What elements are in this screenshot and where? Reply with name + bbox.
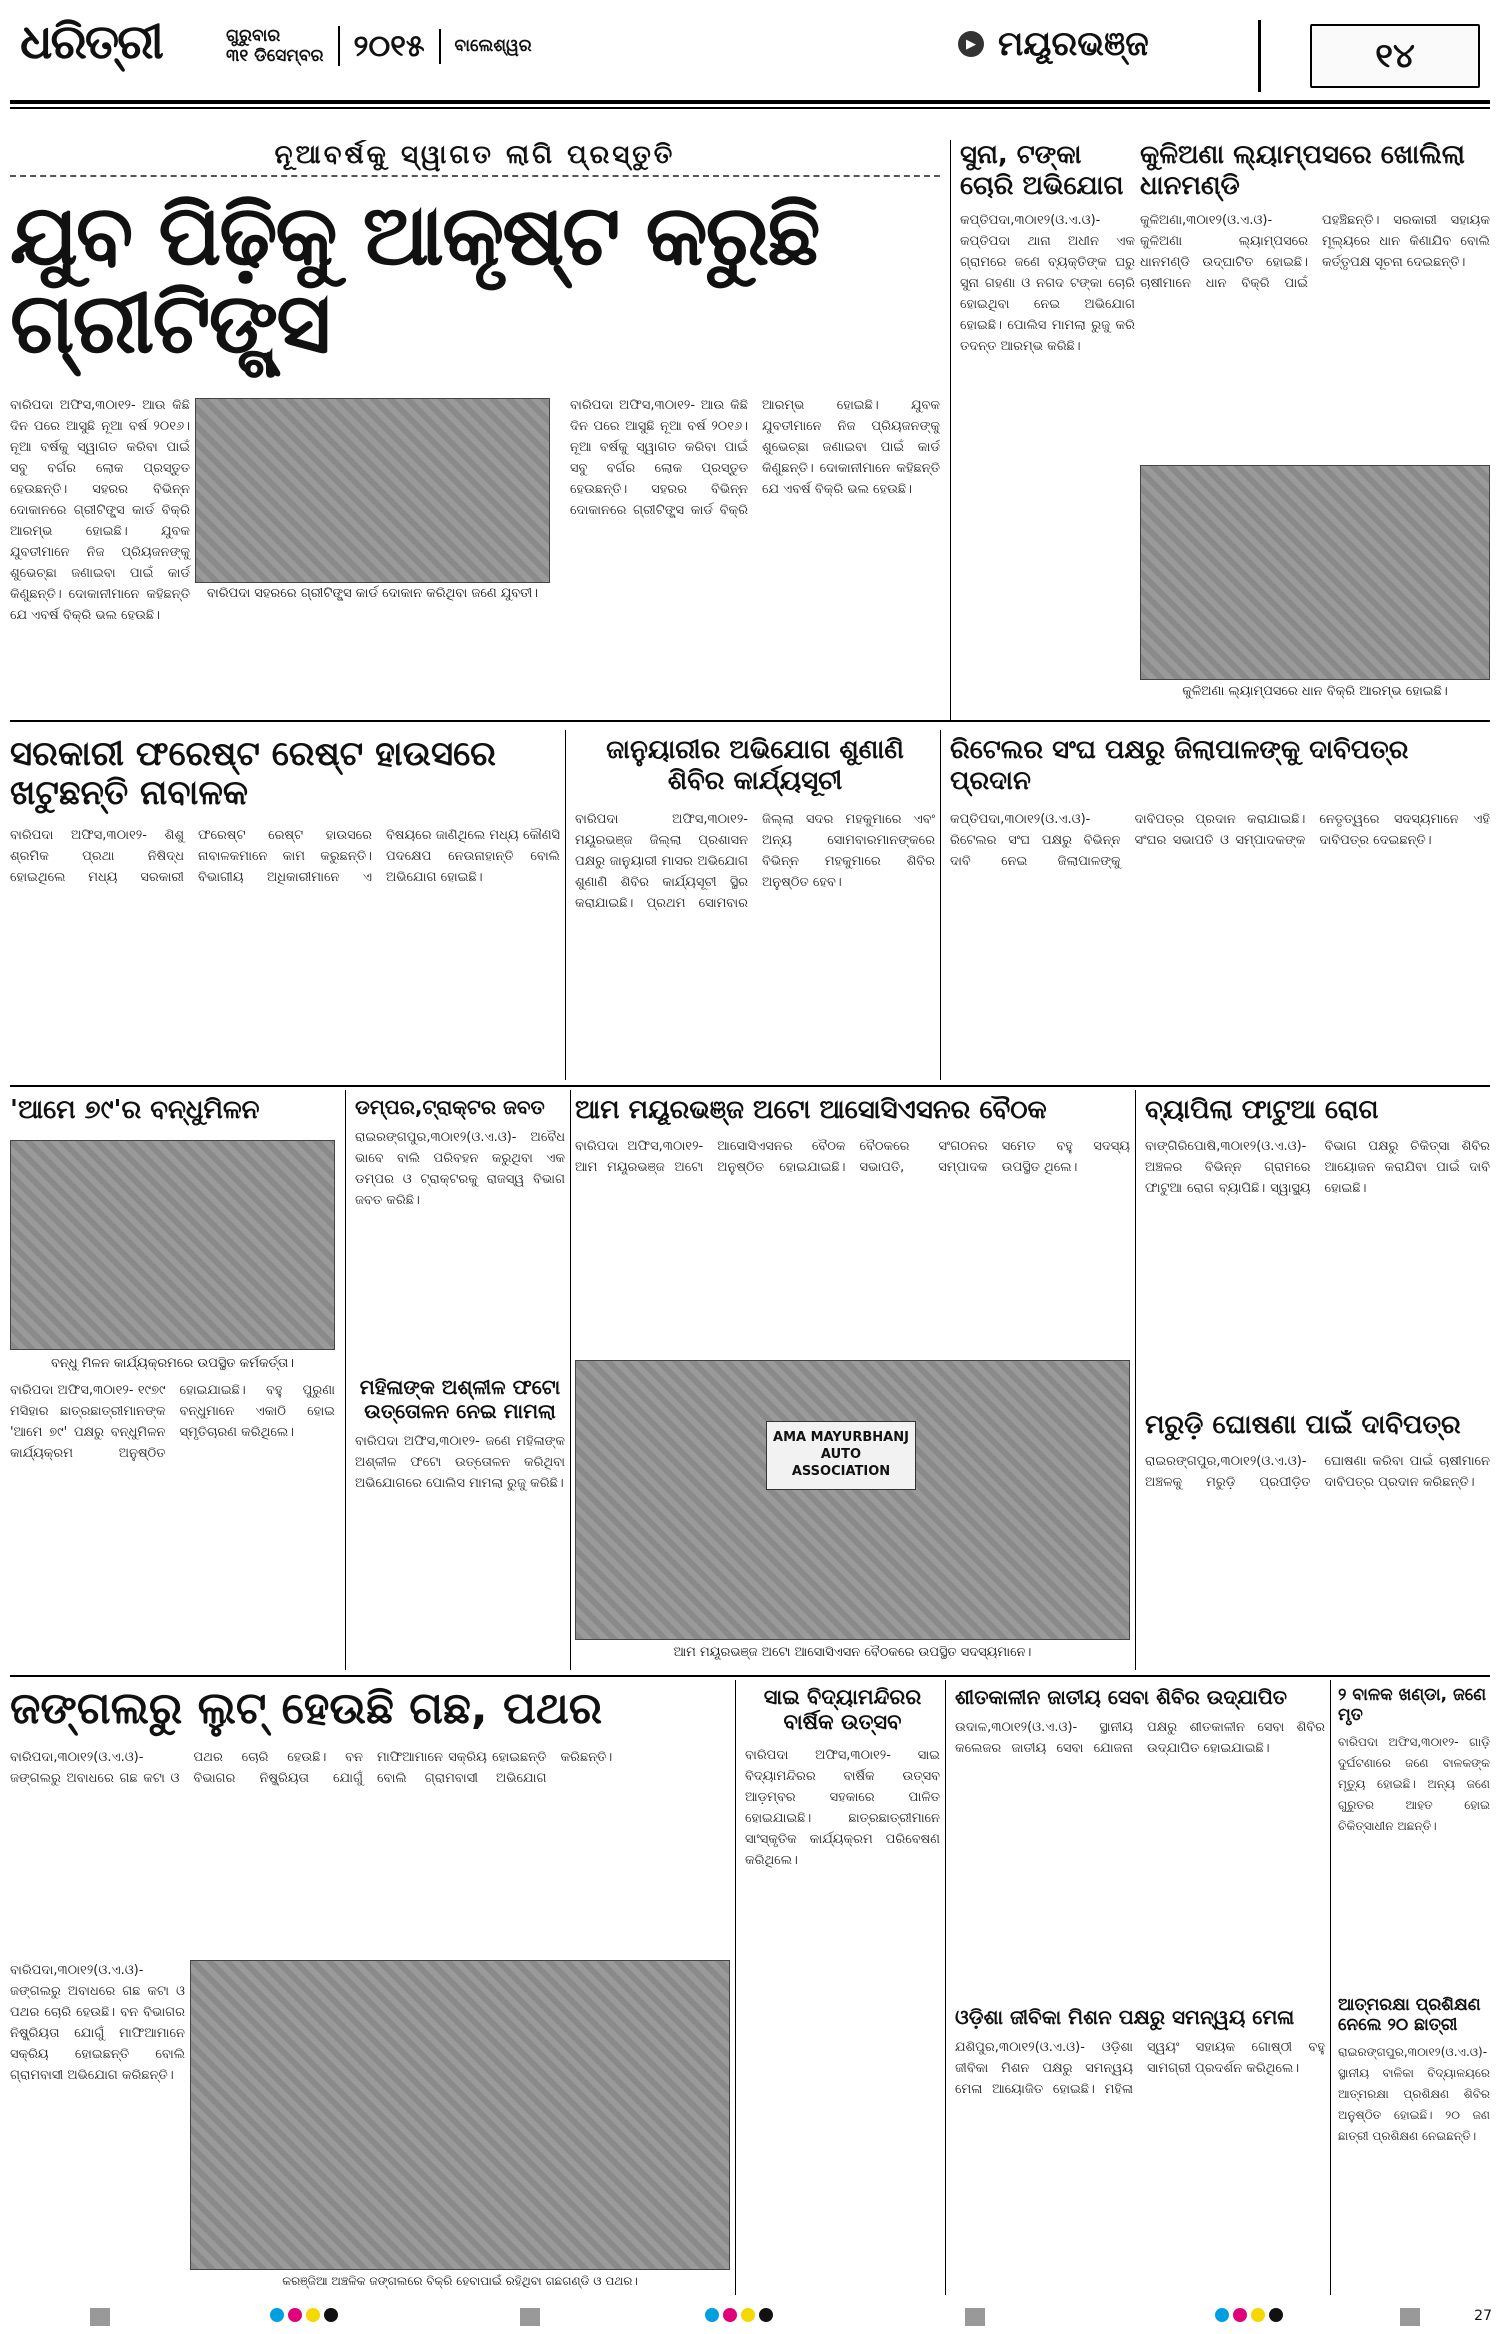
column-divider [565,730,566,1080]
article-headline: ରିଟେଲର ସଂଘ ପକ୍ଷରୁ ଜିଲାପାଳଙ୍କୁ ଦାବିପତ୍ର ପ୍ରଦାନ [950,735,1409,797]
article-headline: ଓଡ଼ିଶା ଜୀବିକା ମିଶନ ପକ୍ଷରୁ ସମନ୍ୱୟ ମେଳା [955,2005,1295,2029]
article-boy-death [1338,1685,1490,1985]
article-body: ବାରିପଦା ଅଫିସ,୩୦ା୧୨- ଗାଡ଼ି ଦୁର୍ଘଟଣାରେ ଜଣେ ବାଳକଙ୍କ ମୃତ୍ୟୁ ହୋଇଛି। ଅନ୍ୟ ଜଣେ ଗୁରୁତର ଆହତ ହୋଇ ଚିକିତ୍ସାଧୀନ ଅଛନ୍ତି। [1338,1734,1490,1833]
section-rule [10,1675,1490,1677]
article-drought-demand [1145,1410,1490,1665]
article-body: ବାରିପଦା ଅଫିସ,୩୦ା୧୨- ସାଇ ବିଦ୍ୟାମନ୍ଦିରର ବାର୍ଷିକ ଉତ୍ସବ ଆଡ଼ମ୍ବର ସହକାରେ ପାଳିତ ହୋଇଯାଇଛି। ଛାତ୍ରଛାତ୍ରୀମାନେ ସାଂସ୍କୃତିକ କାର୍ଯ୍ୟକ୍ରମ ପରିବେଷଣ କରିଥିଲେ। [745,1748,940,1869]
article-body: କୁଳିଅଣା,୩୦ା୧୨(ଓ.ଏ.ଓ)- କୁଳିଅଣା ଲ୍ୟାମ୍ପସରେ ଧାନମଣ୍ଡି ଉଦ୍‌ଘାଟିତ ହୋଇଛି। ଚାଷୀମାନେ ଧାନ ବିକ୍ରି ପାଇଁ ପହଞ୍ଚିଛନ୍ତି। ସରକାରୀ ସହାୟକ ମୂଲ୍ୟରେ ଧାନ କିଣାଯିବ ବୋଲି କର୍ତ୍ତୃପକ୍ଷ ସୂଚନା ଦେଇଛନ୍ତି। [1140,213,1490,292]
article-body: ବାରିପଦା ଅଫିସ,୩୦ା୧୨- ଜଣେ ମହିଳାଙ୍କ ଅଶ୍ଳୀଳ ଫଟୋ ଉତ୍ତୋଳନ କରିଥିବା ଅଭିଯୋଗରେ ପୋଲିସ ମାମଲା ରୁଜୁ କରିଛି। [355,1434,565,1491]
magenta-dot [1233,2308,1247,2322]
article-headline: ଜାନୁୟାରୀର ଅଭିଯୋଗ ଶୁଣାଣି ଶିବିର କାର୍ଯ୍ୟସୂଚୀ [606,735,904,797]
article-headline: ସୁନା, ଟଙ୍କା ଚୋରି ଅଭିଯୋଗ [960,140,1124,202]
article-headline: ଆମ ମୟୂରଭଞ୍ଜ ଅଟୋ ଆସୋସିଏସନର ବୈଠକ [575,1095,1047,1125]
article-body: ବାରିପଦା ଅଫିସ,୩୦ା୧୨- ଶିଶୁ ଶ୍ରମିକ ପ୍ରଥା ନିଷିଦ୍ଧ ହୋଇଥିଲେ ମଧ୍ୟ ସରକାରୀ ଫରେଷ୍ଟ ରେଷ୍ଟ ହାଉସରେ ନାବାଳକମାନେ କାମ କରୁଛନ୍ତି। ବିଭାଗୀୟ ଅଧିକାରୀମାନେ ଏ ବିଷୟରେ ଜାଣିଥିଲେ ମଧ୍ୟ କୌଣସି ପଦକ୍ଷେପ ନେଉନାହାନ୍ତି ବୋଲି ଅଭିଯୋଗ ହୋଇଛି। [10,828,560,886]
article-body-left: ବାରିପଦା ଅଫିସ,୩୦ା୧୨- ଆଉ କିଛି ଦିନ ପରେ ଆସୁଛି ନୂଆ ବର୍ଷ ୨୦୧୬। ନୂଆ ବର୍ଷକୁ ସ୍ୱାଗତ କରିବା ପାଇଁ ସବୁ ବର୍ଗର ଲୋକ ପ୍ରସ୍ତୁତ ହେଉଛନ୍ତି। ସହରର ବିଭିନ୍ନ ଦୋକାନରେ ଗ୍ରୀଟିଙ୍ଗ୍ସ କାର୍ଡ ବିକ୍ରି ଆରମ୍ଭ ହୋଇଛି। ଯୁବକ ଯୁବତୀମାନେ ନିଜ ପ୍ରିୟଜନଙ୍କୁ ଶୁଭେଚ୍ଛା ଜଣାଇବା ପାଇଁ କାର୍ଡ କିଣୁଛନ୍ତି। ଦୋକାନୀମାନେ କହିଛନ୍ତି ଯେ ଏବର୍ଷ ବିକ୍ରି ଭଲ ହେଉଛି। [10,398,190,623]
photo-caption: ବନ୍ଧୁ ମିଳନ କାର୍ଯ୍ୟକ୍ରମରେ ଉପସ୍ଥିତ କର୍ମକର୍ତ୍ତା। [50,1356,295,1371]
edition-city: ବାଲେଶ୍ୱର [454,36,532,56]
color-registration-dots [705,2308,773,2322]
weekday: ଗୁରୁବାର [226,25,281,46]
column-divider [1135,1090,1136,1670]
column-divider [345,1090,346,1670]
article-headline: ମହିଳାଙ୍କ ଅଶ୍ଳୀଳ ଫଟୋ ଉତ୍ତୋଳନ ନେଇ ମାମଲା [359,1375,561,1423]
registration-mark [965,2308,985,2326]
article-headline: ଡମ୍ପର,ଟ୍ରାକ୍ଟର ଜବତ [355,1095,545,1119]
article-headline: ମରୁଡ଼ି ଘୋଷଣା ପାଇଁ ଦାବିପତ୍ର [1145,1410,1461,1440]
color-registration-dots [270,2308,338,2322]
paddy-mandi-photo [1140,465,1490,680]
column-divider [950,140,951,720]
article-headline: ଶୀତକାଳୀନ ଜାତୀୟ ସେବା ଶିବିର ଉଦ୍‌ଯାପିତ [955,1685,1288,1709]
article-obscene-photo [355,1375,565,1665]
article-retailer-memo [950,735,1490,1075]
column-divider [945,1680,946,2295]
article-body: ବାରିପଦା ଅଫିସ,୩୦ା୧୨- ଆମ ମୟୂରଭଞ୍ଜ ଅଟୋ ଆସୋସିଏସନର ବୈଠକ ଅନୁଷ୍ଠିତ ହୋଇଯାଇଛି। ବୈଠକରେ ସଂଗଠନର ସଭାପତି, ସମ୍ପାଦକ ସମେତ ବହୁ ସଦସ୍ୟ ଉପସ୍ଥିତ ଥିଲେ। [575,1139,1130,1176]
auto-association-photo [575,1360,1130,1640]
section-title [958,24,1149,64]
section-label: ମୟୂରଭଞ୍ଜ [998,24,1149,64]
article-headline: କୁଳିଅଣା ଲ୍ୟାମ୍ପସରେ ଖୋଲିଲା ଧାନମଣ୍ଡି [1140,140,1465,202]
reunion-body: ବାରିପଦା ଅଫିସ,୩୦ା୧୨- ୧୯୭୯ ମସିହାର ଛାତ୍ରଛାତ୍ରୀମାନଙ୍କ 'ଆମେ ୭୯' ପକ୍ଷରୁ ବନ୍ଧୁମିଳନ କାର୍ଯ୍ୟକ୍ରମ ଅନୁଷ୍ଠିତ ହୋଇଯାଇଛି। ବହୁ ପୁରୁଣା ବନ୍ଧୁମାନେ ଏକାଠି ହୋଇ ସ୍ମୃତିଚାରଣ କରିଥିଲେ। [10,1383,335,1461]
article-school-fest [745,1685,940,2295]
black-dot [1269,2308,1283,2322]
greetings-shop-photo [195,398,550,583]
column-divider [1330,1680,1331,2295]
yellow-dot [306,2308,320,2322]
newspaper-logo: ଧରିତ୍ରୀ [20,14,162,70]
cyan-dot [705,2308,719,2322]
weekday-date [212,26,340,67]
article-headline: ୨ ବାଳକ ଖଣ୍ଡା, ଜଣେ ମୃତ [1338,1685,1487,1726]
registration-mark [90,2308,110,2326]
section-rule [10,1085,1490,1087]
article-body: ଯଶିପୁର,୩୦ା୧୨(ଓ.ଏ.ଓ)- ଓଡ଼ିଶା ଜୀବିକା ମିଶନ ପକ୍ଷରୁ ସମନ୍ୱୟ ମେଳା ଆୟୋଜିତ ହୋଇଛି। ମହିଳା ସ୍ୱୟଂ ସହାୟକ ଗୋଷ୍ଠୀ ବହୁ ସାମଗ୍ରୀ ପ୍ରଦର୍ଶନ କରିଥିଲେ। [955,2040,1325,2097]
article-rest-house [10,735,560,1075]
black-dot [759,2308,773,2322]
article-body: ବାରିପଦା ଅଫିସ,୩୦ା୧୨- ମୟୂରଭଞ୍ଜ ଜିଲ୍ଲା ପ୍ରଶାସନ ପକ୍ଷରୁ ଜାନୁୟାରୀ ମାସର ଅଭିଯୋଗ ଶୁଣାଣି ଶିବିର କାର୍ଯ୍ୟସୂଚୀ ସ୍ଥିର କରାଯାଇଛି। ପ୍ରଥମ ସୋମବାର ଜିଲ୍ଲା ସଦର ମହକୁମାରେ ଏବଂ ଅନ୍ୟ ସୋମବାରମାନଙ୍କରେ ବିଭିନ୍ନ ମହକୁମାରେ ଶିବିର ଅନୁଷ୍ଠିତ ହେବ। [575,812,935,912]
article-body: କପ୍ତିପଦା,୩୦ା୧୨(ଓ.ଏ.ଓ)- ରିଟେଲର ସଂଘ ପକ୍ଷରୁ ବିଭିନ୍ନ ଦାବି ନେଇ ଜିଲାପାଳଙ୍କୁ ଦାବିପତ୍ର ପ୍ରଦାନ କରାଯାଇଛି। ସଂଘର ସଭାପତି ଓ ସମ୍ପାଦକଙ୍କ ନେତୃତ୍ୱରେ ସଦସ୍ୟମାନେ ଏହି ଦାବିପତ୍ର ଦେଇଛନ୍ତି। [950,812,1490,870]
masthead [0,0,1500,110]
column-divider [735,1680,736,2295]
photo-caption: କରଞ୍ଜିଆ ଅଞ୍ଚଳିକ ଜଙ୍ଗଲରେ ବିକ୍ରି ହେବାପାଇଁ ରହିଥିବା ଗଛଗଣ୍ଡି ଓ ପଥର। [282,2274,638,2288]
article-tractor-seized [355,1095,565,1365]
article-body: କପ୍ତିପଦା,୩୦ା୧୨(ଓ.ଏ.ଓ)- କପ୍ତିପଦା ଥାନା ଅଧୀନ ଏକ ଗ୍ରାମରେ ଜଣେ ବ୍ୟକ୍ତିଙ୍କ ଘରୁ ସୁନା ଗହଣା ଓ ନଗଦ ଟଙ୍କା ଚୋରି ହୋଇଥିବା ନେଇ ଅଭିଯୋଗ ହୋଇଛି। ପୋଲିସ ମାମଲା ରୁଜୁ କରି ତଦନ୍ତ ଆରମ୍ଭ କରିଛି। [960,213,1135,355]
reunion-photo [10,1140,335,1350]
yellow-dot [741,2308,755,2322]
article-body: ରାଇରଙ୍ଗପୁର,୩୦ା୧୨(ଓ.ଏ.ଓ)- ଅବୈଧ ଭାବେ ବାଲି ପରିବହନ କରୁଥିବା ଏକ ଡମ୍ପର ଓ ଟ୍ରାକ୍ଟରକୁ ରାଜସ୍ୱ ବିଭାଗ ଜବତ କରିଛି। [355,1130,565,1208]
forest-stones-photo [190,1960,730,2270]
article-headline: ଯୁବ ପିଢ଼ିକୁ ଆକୃଷ୍ଟ କରୁଛି ଗ୍ରୀଟିଙ୍ଗ୍ସ [10,186,819,373]
article-grievance-camp [575,735,935,1075]
cyan-dot [1215,2308,1229,2322]
yellow-dot [1251,2308,1265,2322]
article-body: ଉଦାଳ,୩୦ା୧୨(ଓ.ଏ.ଓ)- ସ୍ଥାନୀୟ କଲେଜର ଜାତୀୟ ସେବା ଯୋଜନା ପକ୍ଷରୁ ଶୀତକାଳୀନ ସେବା ଶିବିର ଉଦ୍‌ଯାପିତ ହୋଇଯାଇଛି। [955,1720,1325,1756]
magenta-dot [723,2308,737,2322]
article-livelihood-mela [955,2005,1325,2295]
magenta-dot [288,2308,302,2322]
registration-mark [520,2308,540,2326]
year: ୨୦୧୫ [340,29,441,64]
association-banner: AMA MAYURBHANJ AUTO ASSOCIATION [766,1421,916,1490]
black-dot [324,2308,338,2322]
section-rule [10,720,1490,722]
play-icon: ▶ [958,31,984,57]
article-headline: ଆତ୍ମରକ୍ଷା ପ୍ରଶିକ୍ଷଣ ନେଲେ ୨୦ ଛାତ୍ରୀ [1338,1995,1481,2036]
forest-loot-body-left: ବାରିପଦା,୩୦ା୧୨(ଓ.ଏ.ଓ)- ଜଙ୍ଗଲରୁ ଅବାଧରେ ଗଛ କଟା ଓ ପଥର ଚୋରି ହେଉଛି। ବନ ବିଭାଗର ନିଷ୍କ୍ରିୟତା ଯୋଗୁଁ ମାଫିଆମାନେ ସକ୍ରିୟ ହୋଇଛନ୍ତି ବୋଲି ଗ୍ରାମବାସୀ ଅଭିଯୋଗ କରିଛନ୍ତି। [10,1963,185,2083]
top-rule-thin [10,107,1490,109]
photo-caption: ବାରିପଦା ସହରରେ ଗ୍ରୀଟିଙ୍ଗ୍ସ କାର୍ଡ ଦୋକାନ କରିଥିବା ଜଣେ ଯୁବତୀ। [206,586,539,601]
registration-mark [1400,2308,1420,2326]
masthead-divider [1258,20,1261,92]
article-headline: ସରକାରୀ ଫରେଷ୍ଟ ରେଷ୍ଟ ହାଉସରେ ଖଟୁଛନ୍ତି ନାବାଳକ [10,735,496,814]
top-rule [10,100,1490,104]
photo-caption: ଆମ ମୟୂରଭଞ୍ଜ ଅଟୋ ଆସୋସିଏସନ ବୈଠକରେ ଉପସ୍ଥିତ ସଦସ୍ୟମାନେ। [673,1645,1032,1660]
article-headline: 'ଆମେ ୭୯'ର ବନ୍ଧୁମିଳନ [10,1095,260,1125]
article-kicker: ନୂଆବର୍ଷକୁ ସ୍ୱାଗତ ଲାଗି ପ୍ରସ୍ତୁତି [10,140,940,177]
article-body: ବାରିପଦା,୩୦ା୧୨(ଓ.ଏ.ଓ)- ଜଙ୍ଗଲରୁ ଅବାଧରେ ଗଛ କଟା ଓ ପଥର ଚୋରି ହେଉଛି। ବନ ବିଭାଗର ନିଷ୍କ୍ରିୟତା ଯୋଗୁଁ ମାଫିଆମାନେ ସକ୍ରିୟ ହୋଇଛନ୍ତି ବୋଲି ଗ୍ରାମବାସୀ ଅଭିଯୋଗ କରିଛନ୍ତି। [10,1750,613,1787]
article-headline: ସାଇ ବିଦ୍ୟାମନ୍ଦିରର ବାର୍ଷିକ ଉତ୍ସବ [763,1685,922,1735]
article-gold-theft [960,140,1135,720]
article-body: ରାଇରଙ୍ଗପୁର,୩୦ା୧୨(ଓ.ଏ.ଓ)- ସ୍ଥାନୀୟ ବାଳିକା ବିଦ୍ୟାଳୟରେ ଆତ୍ମରକ୍ଷା ପ୍ରଶିକ୍ଷଣ ଶିବିର ଅନୁଷ୍ଠିତ ହୋଇଛି। ୨୦ ଜଣ ଛାତ୍ରୀ ପ୍ରଶିକ୍ଷଣ ନେଇଛନ୍ତି। [1338,2044,1490,2143]
article-headline: ବ୍ୟାପିଲା ଫାଟୁଆ ରୋଗ [1145,1095,1379,1125]
photo-caption: କୁଳିଅଣା ଲ୍ୟାମ୍ପସରେ ଧାନ ବିକ୍ରି ଆରମ୍ଭ ହୋଇଛି। [1182,684,1448,699]
article-body-right: ବାରିପଦା ଅଫିସ,୩୦ା୧୨- ଆଉ କିଛି ଦିନ ପରେ ଆସୁଛି ନୂଆ ବର୍ଷ ୨୦୧୬। ନୂଆ ବର୍ଷକୁ ସ୍ୱାଗତ କରିବା ପାଇଁ ସବୁ ବର୍ଗର ଲୋକ ପ୍ରସ୍ତୁତ ହେଉଛନ୍ତି। ସହରର ବିଭିନ୍ନ ଦୋକାନରେ ଗ୍ରୀଟିଙ୍ଗ୍ସ କାର୍ଡ ବିକ୍ରି ଆରମ୍ଭ ହୋଇଛି। ଯୁବକ ଯୁବତୀମାନେ ନିଜ ପ୍ରିୟଜନଙ୍କୁ ଶୁଭେଚ୍ଛା ଜଣାଇବା ପାଇଁ କାର୍ଡ କିଣୁଛନ୍ତି। ଦୋକାନୀମାନେ କହିଛନ୍ତି ଯେ ଏବର୍ଷ ବିକ୍ରି ଭଲ ହେଉଛି। [570,398,940,518]
color-registration-dots [1215,2308,1283,2322]
article-headline: ଜଙ୍ଗଲରୁ ଲୁଟ୍ ହେଉଛି ଗଛ, ପଥର [10,1685,603,1734]
column-divider [570,1090,571,1670]
page-code: 27 [1474,2308,1492,2324]
cyan-dot [270,2308,284,2322]
print-footer [0,2300,1500,2334]
article-self-defense [1338,1995,1490,2295]
page-number-tab: ୧୪ [1310,24,1480,88]
article-nss-camp [955,1685,1325,1995]
article-body: ରାଇରଙ୍ଗପୁର,୩୦ା୧୨(ଓ.ଏ.ଓ)- ଅଞ୍ଚଳକୁ ମରୁଡ଼ି ପ୍ରପୀଡ଼ିତ ଘୋଷଣା କରିବା ପାଇଁ ଚାଷୀମାନେ ଦାବିପତ୍ର ପ୍ରଦାନ କରିଛନ୍ତି। [1145,1454,1490,1491]
date: ୩୧ ଡିସେମ୍ବର [226,46,324,66]
article-body: ବାଙ୍ଗିରିପୋଷି,୩୦ା୧୨(ଓ.ଏ.ଓ)- ଅଞ୍ଚଳର ବିଭିନ୍ନ ଗ୍ରାମରେ ଫାଟୁଆ ରୋଗ ବ୍ୟାପିଛି। ସ୍ୱାସ୍ଥ୍ୟ ବିଭାଗ ପକ୍ଷରୁ ଚିକିତ୍ସା ଶିବିର ଆୟୋଜନ କରାଯିବା ପାଇଁ ଦାବି ହୋଇଛି। [1145,1139,1490,1197]
column-divider [940,730,941,1080]
issue-info [212,16,546,76]
article-disease [1145,1095,1490,1405]
